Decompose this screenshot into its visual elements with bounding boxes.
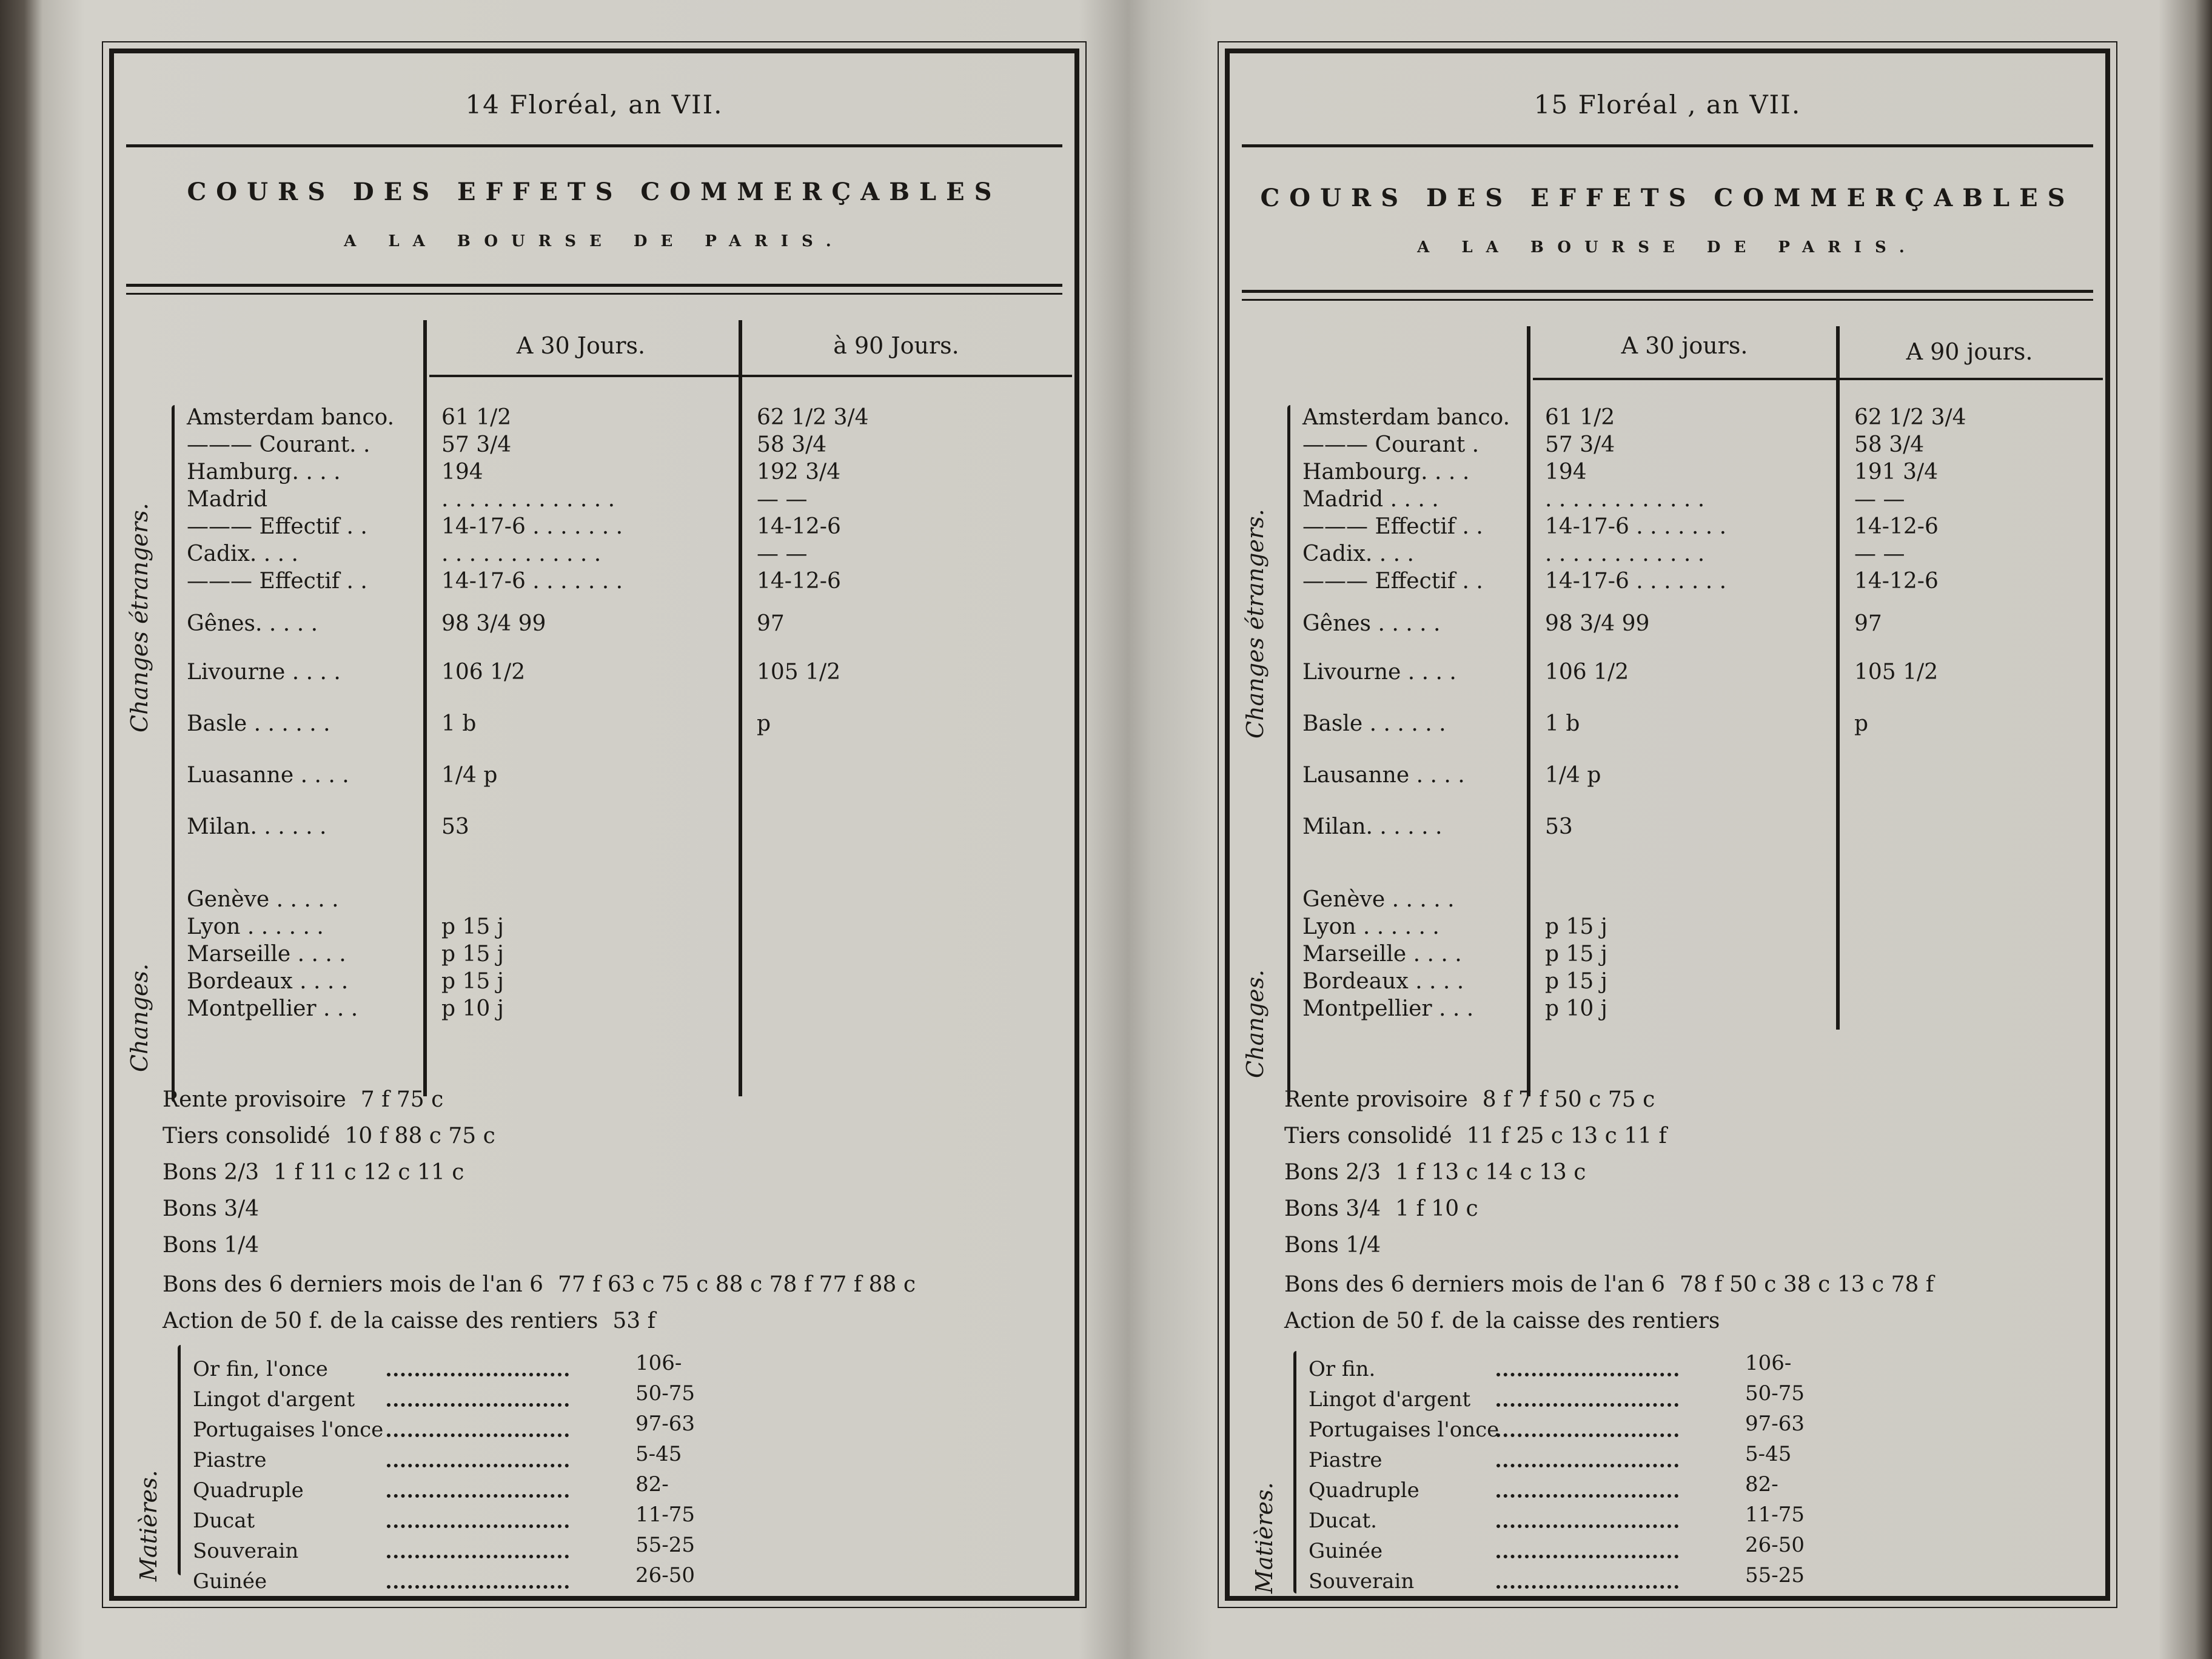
metal-value: 11-75 bbox=[1745, 1503, 1805, 1527]
page-title: COURS DES EFFETS COMMERÇABLES bbox=[1260, 184, 2075, 212]
col-90-days: à 90 Jours. bbox=[833, 332, 959, 359]
value-90-days: 97 bbox=[757, 611, 785, 636]
metal-value: 106- bbox=[1745, 1351, 1792, 1375]
row-label: Madrid bbox=[187, 487, 268, 512]
leader-dots bbox=[387, 1464, 569, 1467]
quote-line bbox=[163, 1124, 495, 1148]
quote-label: Bons 2/3 bbox=[1284, 1160, 1381, 1185]
metal-label: Portugaises l'once bbox=[193, 1418, 384, 1442]
quote-label: Rente provisoire bbox=[1284, 1087, 1468, 1112]
quote-value: 78 f 50 c 38 c 13 c 78 f bbox=[1679, 1272, 1934, 1297]
row-label: Montpellier . . . bbox=[187, 996, 358, 1021]
header-rule bbox=[126, 144, 1062, 147]
quote-line bbox=[1284, 1196, 1478, 1221]
matieres-label: Matières. bbox=[135, 1470, 162, 1581]
value-30-days: 1 b bbox=[1545, 711, 1580, 736]
value-30-days: 53 bbox=[1545, 814, 1573, 839]
title-rule-thin bbox=[126, 293, 1062, 295]
value-90-days: p bbox=[1854, 711, 1869, 736]
value-90-days: — — bbox=[757, 541, 808, 566]
quote-value: 7 f 75 c bbox=[360, 1087, 444, 1112]
metal-row bbox=[193, 1539, 298, 1563]
quote-line bbox=[163, 1196, 273, 1221]
leader-dots bbox=[387, 1433, 569, 1437]
value-90-days: 97 bbox=[1854, 611, 1882, 636]
value-90-days: 105 1/2 bbox=[1854, 660, 1939, 685]
metal-label: Ducat. bbox=[1309, 1509, 1377, 1533]
row-label: Milan. . . . . . bbox=[187, 814, 327, 839]
metal-value: 55-25 bbox=[1745, 1563, 1805, 1587]
metal-row bbox=[1309, 1387, 1470, 1412]
quote-label: Bons des 6 derniers mois de l'an 6 bbox=[163, 1272, 543, 1297]
value-30-days: p 10 j bbox=[441, 996, 504, 1021]
metal-label: Or fin. bbox=[1309, 1357, 1376, 1381]
metal-value: 26-50 bbox=[635, 1563, 695, 1587]
quote-line bbox=[1284, 1160, 1586, 1185]
col-divider-2 bbox=[739, 320, 742, 1096]
metal-label: Guinée bbox=[193, 1569, 267, 1594]
leader-dots bbox=[1496, 1524, 1678, 1528]
quote-label: Bons 2/3 bbox=[163, 1160, 260, 1185]
metal-row bbox=[193, 1509, 255, 1533]
col-divider-2 bbox=[1836, 326, 1840, 1030]
leader-dots bbox=[387, 1555, 569, 1558]
value-30-days: 98 3/4 99 bbox=[1545, 611, 1650, 636]
col-head-rule bbox=[429, 375, 1072, 377]
value-90-days: 192 3/4 bbox=[757, 460, 841, 484]
row-label: ——— Courant . bbox=[1302, 432, 1480, 457]
row-label: Genève . . . . . bbox=[1302, 887, 1455, 912]
metal-label: Quadruple bbox=[193, 1478, 304, 1503]
metal-label: Portugaises l'once bbox=[1309, 1418, 1500, 1442]
row-label: Gênes . . . . . bbox=[1302, 611, 1441, 636]
leader-dots bbox=[1496, 1555, 1678, 1558]
page-title: COURS DES EFFETS COMMERÇABLES bbox=[187, 178, 1002, 206]
metal-row bbox=[1309, 1418, 1499, 1442]
quote-label: Bons des 6 derniers mois de l'an 6 bbox=[1284, 1272, 1665, 1297]
leader-dots bbox=[387, 1585, 569, 1589]
quote-value: 53 f bbox=[612, 1309, 655, 1333]
changes-etrangers-label: Changes étrangers. bbox=[1242, 509, 1269, 739]
header-rule bbox=[1242, 144, 2093, 147]
metal-row bbox=[193, 1357, 328, 1381]
row-label: Amsterdam banco. bbox=[1302, 405, 1510, 430]
value-90-days: 14-12-6 bbox=[1854, 569, 1939, 594]
metal-label: Souverain bbox=[193, 1539, 299, 1563]
row-label: Genève . . . . . bbox=[187, 887, 339, 912]
row-label: ——— Effectif . . bbox=[187, 514, 367, 539]
leader-dots bbox=[387, 1524, 569, 1528]
quote-label: Action de 50 f. de la caisse des rentiers bbox=[163, 1309, 598, 1333]
metal-row bbox=[193, 1418, 383, 1442]
row-label: Luasanne . . . . bbox=[187, 763, 349, 788]
metal-label: Piastre bbox=[1309, 1448, 1382, 1472]
value-30-days: 106 1/2 bbox=[1545, 660, 1629, 685]
metal-row bbox=[1309, 1478, 1419, 1503]
quote-label: Bons 3/4 bbox=[1284, 1196, 1381, 1221]
value-30-days: p 15 j bbox=[1545, 969, 1607, 994]
row-label: Livourne . . . . bbox=[1302, 660, 1456, 685]
title-rule bbox=[126, 284, 1062, 287]
value-30-days: . . . . . . . . . . . . . bbox=[441, 487, 615, 512]
quote-line bbox=[163, 1087, 443, 1112]
row-label: Amsterdam banco. bbox=[187, 405, 395, 430]
changes-label: Changes. bbox=[1242, 969, 1269, 1078]
row-label: Hamburg. . . . bbox=[187, 460, 341, 484]
quote-label: Action de 50 f. de la caisse des rentiers bbox=[1284, 1309, 1720, 1333]
value-30-days: 1/4 p bbox=[441, 763, 498, 788]
row-label: Milan. . . . . . bbox=[1302, 814, 1443, 839]
quote-value: 77 f 63 c 75 c 88 c 78 f 77 f 88 c bbox=[557, 1272, 916, 1297]
quote-line bbox=[163, 1160, 464, 1185]
value-30-days: p 10 j bbox=[1545, 996, 1607, 1021]
quote-value: 8 f 7 f 50 c 75 c bbox=[1482, 1087, 1655, 1112]
left-page bbox=[109, 49, 1079, 1601]
metal-label: Piastre bbox=[193, 1448, 267, 1472]
leader-dots bbox=[1496, 1403, 1678, 1407]
metal-row bbox=[1309, 1509, 1377, 1533]
quote-line bbox=[1284, 1309, 1734, 1333]
quote-value: 1 f 10 c bbox=[1395, 1196, 1478, 1221]
leader-dots bbox=[387, 1403, 569, 1407]
row-label: Lausanne . . . . bbox=[1302, 763, 1465, 788]
foreign-brace bbox=[1287, 405, 1290, 939]
title-rule-thin bbox=[1242, 299, 2093, 301]
metal-value: 26-50 bbox=[1745, 1533, 1805, 1557]
page-date: 14 Floréal, an VII. bbox=[465, 90, 723, 119]
leader-dots bbox=[1496, 1585, 1678, 1589]
row-label: ——— Effectif . . bbox=[187, 569, 367, 594]
metal-value: 5-45 bbox=[635, 1442, 682, 1466]
metal-label: Souverain bbox=[1309, 1569, 1415, 1594]
leader-dots bbox=[1496, 1464, 1678, 1467]
quote-label: Bons 1/4 bbox=[163, 1233, 260, 1258]
matieres-label: Matières. bbox=[1251, 1482, 1278, 1594]
value-90-days: 14-12-6 bbox=[757, 514, 841, 539]
col-30-days: A 30 jours. bbox=[1621, 332, 1748, 359]
metal-value: 50-75 bbox=[1745, 1381, 1805, 1406]
value-90-days: 58 3/4 bbox=[1854, 432, 1925, 457]
metal-label: Or fin, l'once bbox=[193, 1357, 328, 1381]
metal-label: Quadruple bbox=[1309, 1478, 1419, 1503]
value-90-days: 58 3/4 bbox=[757, 432, 827, 457]
page-subtitle: A LA BOURSE DE PARIS. bbox=[344, 232, 845, 250]
col-30-days: A 30 Jours. bbox=[516, 332, 646, 359]
page-date: 15 Floréal , an VII. bbox=[1533, 90, 1801, 119]
col-90-days: A 90 jours. bbox=[1906, 338, 2033, 365]
value-30-days: p 15 j bbox=[1545, 914, 1607, 939]
value-90-days: 62 1/2 3/4 bbox=[757, 405, 869, 430]
metal-row bbox=[1309, 1357, 1375, 1381]
value-30-days: 194 bbox=[1545, 460, 1587, 484]
value-30-days: 14-17-6 . . . . . . . bbox=[1545, 569, 1727, 594]
value-30-days: p 15 j bbox=[1545, 942, 1607, 967]
right-page bbox=[1225, 49, 2110, 1601]
quote-line bbox=[163, 1309, 655, 1333]
metal-value: 82- bbox=[635, 1472, 669, 1496]
metal-value: 5-45 bbox=[1745, 1442, 1792, 1466]
quote-line bbox=[1284, 1124, 1667, 1148]
value-30-days: p 15 j bbox=[441, 942, 504, 967]
metal-row bbox=[193, 1387, 355, 1412]
page-subtitle: A LA BOURSE DE PARIS. bbox=[1417, 238, 1918, 256]
quote-value: 1 f 13 c 14 c 13 c bbox=[1395, 1160, 1586, 1185]
value-30-days: 194 bbox=[441, 460, 483, 484]
quote-value: 10 f 88 c 75 c bbox=[344, 1124, 495, 1148]
row-label: Marseille . . . . bbox=[1302, 942, 1462, 967]
row-label: Bordeaux . . . . bbox=[187, 969, 349, 994]
quote-line bbox=[1284, 1233, 1395, 1258]
quote-label: Tiers consolidé bbox=[163, 1124, 330, 1148]
leader-dots bbox=[387, 1494, 569, 1498]
row-label: ——— Courant. . bbox=[187, 432, 370, 457]
row-label: Hambourg. . . . bbox=[1302, 460, 1470, 484]
leader-dots bbox=[1496, 1494, 1678, 1498]
metal-value: 97-63 bbox=[635, 1412, 695, 1436]
value-30-days: . . . . . . . . . . . . bbox=[1545, 541, 1705, 566]
leader-dots bbox=[1496, 1433, 1678, 1437]
leader-dots bbox=[387, 1373, 569, 1376]
row-label: ——— Effectif . . bbox=[1302, 514, 1483, 539]
value-30-days: . . . . . . . . . . . . bbox=[1545, 487, 1705, 512]
value-30-days: 98 3/4 99 bbox=[441, 611, 546, 636]
value-30-days: 61 1/2 bbox=[1545, 405, 1615, 430]
row-label: Marseille . . . . bbox=[187, 942, 346, 967]
metal-label: Ducat bbox=[193, 1509, 255, 1533]
row-label: Cadix. . . . bbox=[1302, 541, 1414, 566]
row-label: Gênes. . . . . bbox=[187, 611, 318, 636]
value-30-days: 106 1/2 bbox=[441, 660, 526, 685]
row-label: Lyon . . . . . . bbox=[187, 914, 324, 939]
metal-value: 97-63 bbox=[1745, 1412, 1805, 1436]
value-30-days: 14-17-6 . . . . . . . bbox=[441, 514, 623, 539]
row-label: Montpellier . . . bbox=[1302, 996, 1474, 1021]
row-label: Lyon . . . . . . bbox=[1302, 914, 1439, 939]
row-label: Bordeaux . . . . bbox=[1302, 969, 1464, 994]
value-30-days: . . . . . . . . . . . . bbox=[441, 541, 602, 566]
metal-label: Guinée bbox=[1309, 1539, 1383, 1563]
quote-value: 1 f 11 c 12 c 11 c bbox=[273, 1160, 464, 1185]
value-90-days: 191 3/4 bbox=[1854, 460, 1939, 484]
value-90-days: — — bbox=[757, 487, 808, 512]
quote-line bbox=[1284, 1087, 1655, 1112]
value-90-days: 14-12-6 bbox=[1854, 514, 1939, 539]
quote-label: Tiers consolidé bbox=[1284, 1124, 1452, 1148]
quote-label: Bons 3/4 bbox=[163, 1196, 260, 1221]
quote-line bbox=[163, 1233, 273, 1258]
value-90-days: — — bbox=[1854, 487, 1905, 512]
value-90-days: — — bbox=[1854, 541, 1905, 566]
domestic-brace bbox=[172, 890, 175, 1102]
value-30-days: 1/4 p bbox=[1545, 763, 1601, 788]
metal-value: 50-75 bbox=[635, 1381, 695, 1406]
metal-row bbox=[193, 1569, 267, 1594]
value-30-days: 14-17-6 . . . . . . . bbox=[441, 569, 623, 594]
changes-etrangers-label: Changes étrangers. bbox=[126, 503, 153, 732]
value-30-days: 14-17-6 . . . . . . . bbox=[1545, 514, 1727, 539]
quote-label: Rente provisoire bbox=[163, 1087, 346, 1112]
metal-value: 55-25 bbox=[635, 1533, 695, 1557]
metals-brace bbox=[1293, 1351, 1296, 1594]
value-30-days: p 15 j bbox=[441, 914, 504, 939]
col-head-rule bbox=[1533, 378, 2103, 380]
quote-line bbox=[163, 1272, 916, 1297]
value-90-days: 105 1/2 bbox=[757, 660, 841, 685]
title-rule bbox=[1242, 290, 2093, 293]
metal-row bbox=[1309, 1539, 1382, 1563]
value-30-days: 53 bbox=[441, 814, 469, 839]
leader-dots bbox=[1496, 1373, 1678, 1376]
quote-line bbox=[1284, 1272, 1934, 1297]
metal-row bbox=[193, 1448, 267, 1472]
row-label: Basle . . . . . . bbox=[1302, 711, 1446, 736]
row-label: ——— Effectif . . bbox=[1302, 569, 1483, 594]
quote-label: Bons 1/4 bbox=[1284, 1233, 1381, 1258]
quote-value: 11 f 25 c 13 c 11 f bbox=[1466, 1124, 1667, 1148]
value-30-days: p 15 j bbox=[441, 969, 504, 994]
metal-value: 11-75 bbox=[635, 1503, 695, 1527]
row-label: Basle . . . . . . bbox=[187, 711, 330, 736]
metal-row bbox=[1309, 1448, 1382, 1472]
value-90-days: 14-12-6 bbox=[757, 569, 841, 594]
value-30-days: 57 3/4 bbox=[1545, 432, 1615, 457]
metal-value: 82- bbox=[1745, 1472, 1778, 1496]
value-30-days: 57 3/4 bbox=[441, 432, 512, 457]
row-label: Cadix. . . . bbox=[187, 541, 298, 566]
domestic-brace bbox=[1287, 890, 1290, 1102]
value-90-days: 62 1/2 3/4 bbox=[1854, 405, 1966, 430]
foreign-brace bbox=[172, 405, 175, 939]
metal-label: Lingot d'argent bbox=[1309, 1387, 1471, 1412]
metal-value: 106- bbox=[635, 1351, 682, 1375]
changes-label: Changes. bbox=[126, 963, 153, 1072]
value-30-days: 61 1/2 bbox=[441, 405, 512, 430]
value-30-days: 1 b bbox=[441, 711, 477, 736]
col-divider-1 bbox=[1527, 326, 1530, 1096]
value-90-days: p bbox=[757, 711, 771, 736]
metal-row bbox=[1309, 1569, 1414, 1594]
col-divider-1 bbox=[423, 320, 427, 1096]
metals-brace bbox=[178, 1345, 181, 1575]
metal-label: Lingot d'argent bbox=[193, 1387, 355, 1412]
row-label: Madrid . . . . bbox=[1302, 487, 1439, 512]
row-label: Livourne . . . . bbox=[187, 660, 341, 685]
metal-row bbox=[193, 1478, 304, 1503]
